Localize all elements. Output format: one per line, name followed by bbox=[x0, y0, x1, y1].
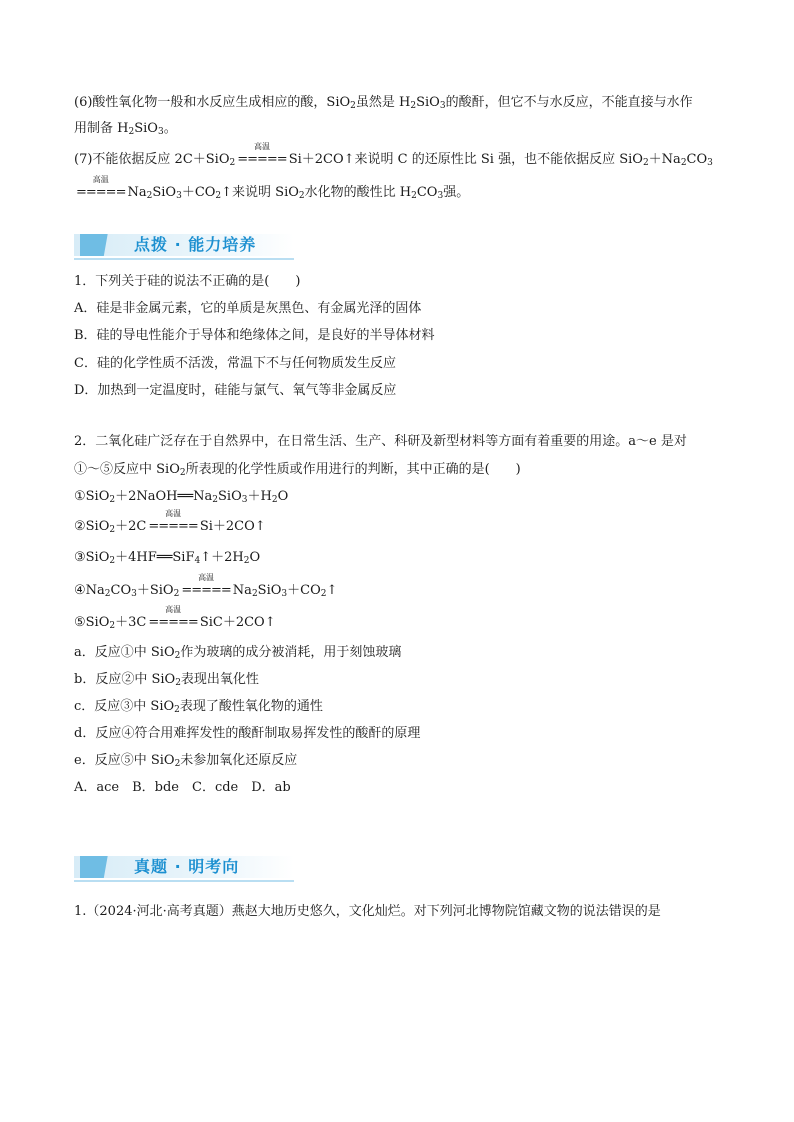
text: c．反应③中 SiO bbox=[74, 699, 175, 714]
reaction-condition bbox=[237, 142, 287, 169]
reaction-2 bbox=[74, 509, 266, 536]
reaction-condition bbox=[181, 573, 231, 600]
note-6-line-2 bbox=[74, 120, 177, 138]
reaction-condition bbox=[148, 605, 198, 632]
subscript: 2 bbox=[109, 621, 116, 631]
text: 用制备 H bbox=[74, 121, 129, 136]
subscript: 2 bbox=[146, 191, 153, 201]
subscript: 2 bbox=[104, 589, 111, 599]
equals-sign: ===== bbox=[76, 185, 126, 200]
text: ②SiO bbox=[74, 519, 110, 534]
text: ④Na bbox=[74, 583, 105, 598]
text: SiO bbox=[257, 583, 282, 598]
note-7-line-1 bbox=[74, 142, 713, 169]
subscript: 3 bbox=[707, 158, 713, 168]
equals-sign: ===== bbox=[148, 615, 198, 630]
q1-option-d: D．加热到一定温度时，硅能与氯气、氧气等非金属反应 bbox=[74, 383, 397, 398]
subscript: 2 bbox=[109, 556, 116, 566]
text: O bbox=[249, 550, 261, 565]
subscript: 3 bbox=[281, 589, 288, 599]
header-underline bbox=[74, 258, 294, 260]
text: ＋CO bbox=[181, 185, 216, 200]
subscript: 2 bbox=[215, 191, 222, 201]
subscript: 2 bbox=[109, 525, 116, 535]
text: ↑＋2H bbox=[200, 550, 244, 565]
judgement-b bbox=[74, 671, 259, 689]
subscript: 4 bbox=[194, 556, 201, 566]
q2-choices: A．ace B．bde C．cde D．ab bbox=[74, 780, 291, 795]
subscript: 2 bbox=[212, 495, 219, 505]
subscript: 2 bbox=[128, 127, 135, 137]
text: CO bbox=[110, 583, 132, 598]
condition-label: 高温 bbox=[165, 605, 182, 614]
condition-label: 高温 bbox=[253, 142, 270, 151]
text: CO bbox=[686, 152, 708, 167]
equals-sign: ===== bbox=[181, 583, 231, 598]
subscript: 2 bbox=[174, 759, 181, 769]
subscript: 2 bbox=[320, 589, 327, 599]
q2-stem-line-1: 2．二氧化硅广泛存在于自然界中，在日常生活、生产、科研及新型材料等方面有着重要的用途。a～e 是对 bbox=[74, 434, 687, 449]
condition-label: 高温 bbox=[92, 175, 109, 184]
text: 表现了酸性氧化物的通性 bbox=[179, 699, 323, 714]
condition-label: 高温 bbox=[165, 509, 182, 518]
text: SiO bbox=[134, 121, 158, 136]
section-title: 真题 · 明考向 bbox=[134, 857, 240, 876]
text: ①～⑤反应中 SiO bbox=[74, 462, 180, 477]
text: e．反应⑤中 SiO bbox=[74, 753, 175, 768]
subscript: 2 bbox=[410, 101, 417, 111]
header-accent-shape bbox=[80, 856, 126, 878]
subscript: 3 bbox=[439, 101, 446, 111]
reaction-5 bbox=[74, 605, 276, 632]
subscript: 3 bbox=[131, 589, 137, 599]
subscript: 2 bbox=[174, 651, 181, 661]
q1-stem: 1．下列关于硅的说法不正确的是( ) bbox=[74, 274, 301, 289]
equals-sign: ===== bbox=[148, 519, 198, 534]
subscript: 2 bbox=[642, 158, 649, 168]
text: 表现出氧化性 bbox=[180, 672, 259, 687]
subscript: 3 bbox=[437, 191, 444, 201]
text: 水化物的酸性比 H bbox=[304, 185, 412, 200]
text: ＋3C bbox=[115, 615, 147, 630]
subscript: 2 bbox=[271, 495, 278, 505]
subscript: 2 bbox=[109, 495, 116, 505]
text: ＋2NaOH══Na bbox=[115, 489, 213, 504]
judgement-e bbox=[74, 752, 297, 770]
reaction-condition bbox=[148, 509, 198, 536]
exam-question-stem: 1.（2024·河北·高考真题）燕赵大地历史悠久，文化灿烂。对下列河北博物院馆藏文物的说法错误的是 bbox=[74, 904, 661, 919]
text: CO bbox=[416, 185, 438, 200]
subscript: 2 bbox=[173, 589, 180, 599]
reaction-4 bbox=[74, 573, 338, 600]
note-6-line-1 bbox=[74, 94, 693, 112]
q1-option-b: B．硅的导电性能介于导体和绝缘体之间，是良好的半导体材料 bbox=[74, 328, 435, 343]
section-title: 点拨 · 能力培养 bbox=[134, 235, 257, 254]
text: O bbox=[277, 489, 289, 504]
text: 强。 bbox=[443, 185, 470, 200]
text: ③SiO bbox=[74, 550, 110, 565]
text: 。 bbox=[163, 121, 177, 136]
header-underline bbox=[74, 880, 294, 882]
text: 作为玻璃的成分被消耗，用于刻蚀玻璃 bbox=[180, 645, 402, 660]
text: ↑来说明 SiO bbox=[221, 185, 299, 200]
text: ＋4HF══SiF bbox=[115, 550, 195, 565]
text: SiO bbox=[416, 95, 440, 110]
text: (7)不能依据反应 2C＋SiO bbox=[74, 152, 230, 167]
text: ①SiO bbox=[74, 489, 110, 504]
subscript: 2 bbox=[175, 678, 181, 688]
section-header-ability bbox=[74, 232, 294, 262]
subscript: 2 bbox=[243, 556, 250, 566]
text: Na bbox=[127, 185, 147, 200]
text: Si＋2CO↑来说明 C 的还原性比 Si 强，也不能依据反应 SiO bbox=[288, 152, 643, 167]
subscript: 2 bbox=[350, 101, 356, 111]
text: ⑤SiO bbox=[74, 615, 110, 630]
judgement-d: d．反应④符合用难挥发性的酸酐制取易挥发性的酸酐的原理 bbox=[74, 726, 421, 741]
header-accent-shape bbox=[80, 234, 126, 256]
subscript: 2 bbox=[179, 468, 186, 478]
text: 所表现的化学性质或作用进行的判断，其中正确的是( ) bbox=[185, 462, 521, 477]
text: ＋Na bbox=[648, 152, 681, 167]
q1-option-a: A．硅是非金属元素，它的单质是灰黑色、有金属光泽的固体 bbox=[74, 301, 422, 316]
condition-label: 高温 bbox=[198, 573, 215, 582]
text: (6)酸性氧化物一般和水反应生成相应的酸，SiO bbox=[74, 95, 351, 110]
reaction-3 bbox=[74, 549, 260, 567]
text: 未参加氧化还原反应 bbox=[180, 753, 298, 768]
subscript: 2 bbox=[229, 158, 236, 168]
text: SiO bbox=[152, 185, 177, 200]
judgement-c bbox=[74, 698, 323, 716]
text: ＋2C bbox=[115, 519, 147, 534]
text: ↑ bbox=[326, 583, 338, 598]
subscript: 2 bbox=[174, 705, 180, 715]
section-header-exam bbox=[74, 854, 294, 884]
subscript: 2 bbox=[411, 191, 417, 201]
text: ＋CO bbox=[287, 583, 321, 598]
judgement-a bbox=[74, 644, 401, 662]
text: 的酸酐，但它不与水反应，不能直接与水作 bbox=[445, 95, 693, 110]
text: ＋H bbox=[247, 489, 272, 504]
text: 虽然是 H bbox=[355, 95, 411, 110]
text: b．反应②中 SiO bbox=[74, 672, 176, 687]
reaction-condition bbox=[76, 175, 126, 202]
text: Na bbox=[232, 583, 252, 598]
note-7-line-2 bbox=[74, 175, 470, 202]
subscript: 2 bbox=[298, 191, 305, 201]
subscript: 3 bbox=[157, 127, 164, 137]
subscript: 2 bbox=[251, 589, 258, 599]
subscript: 3 bbox=[176, 191, 182, 201]
text: SiC＋2CO↑ bbox=[199, 615, 276, 630]
subscript: 3 bbox=[241, 495, 248, 505]
text: SiO bbox=[218, 489, 242, 504]
text: ＋SiO bbox=[136, 583, 174, 598]
equals-sign: ===== bbox=[237, 152, 287, 167]
text: a．反应①中 SiO bbox=[74, 645, 175, 660]
q1-option-c: C．硅的化学性质不活泼，常温下不与任何物质发生反应 bbox=[74, 356, 396, 371]
reaction-1 bbox=[74, 488, 288, 506]
q2-stem-line-2 bbox=[74, 461, 521, 479]
text: Si＋2CO↑ bbox=[199, 519, 266, 534]
subscript: 2 bbox=[680, 158, 687, 168]
